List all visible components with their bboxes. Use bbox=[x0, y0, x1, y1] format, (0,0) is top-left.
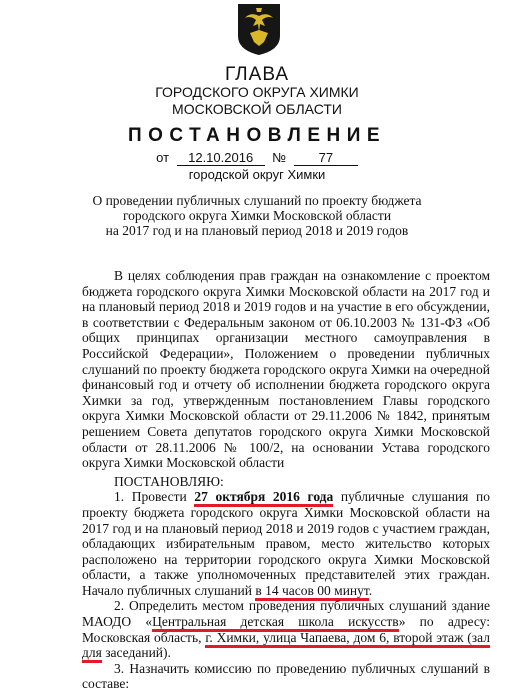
item-1-text: публичные слушания по проекту бюджета городского округа Химки Московской области на 2017 год и на плановый период 2018 и 2019 годов с участием граждан, обладающих избирательным правом, место жительство которых расположено на территории городского округа Химки Московской области, а также уполномоченных представителей этих граждан. Начало публичных слушаний bbox=[82, 489, 490, 598]
item-1-prefix: 1. Провести bbox=[114, 489, 195, 505]
hearing-date-highlight: 27 октября 2016 года bbox=[194, 489, 333, 507]
subject-line-1: О проведении публичных слушаний по проекту бюджета bbox=[92, 193, 422, 208]
header-line-1: ГОРОДСКОГО ОКРУГА ХИМКИ bbox=[155, 84, 359, 100]
item-2-end: заседаний). bbox=[101, 645, 171, 661]
item-3-paragraph: 3. Назначить комиссию по проведению публичных слушаний в составе: bbox=[82, 660, 490, 692]
khimki-coat-of-arms-icon bbox=[236, 2, 282, 56]
document-subject bbox=[0, 193, 514, 238]
document-body bbox=[82, 268, 490, 692]
document-type-title: ПОСТАНОВЛЕНИЕ bbox=[127, 125, 387, 146]
document-number: 77 bbox=[294, 151, 358, 166]
hearing-time-highlight: в 14 часов 00 минут bbox=[255, 583, 368, 601]
header-title: ГЛАВА bbox=[224, 64, 290, 85]
subject-line-2: городского округа Химки Московской области bbox=[122, 208, 392, 223]
item-1-paragraph bbox=[82, 489, 490, 598]
date-number-line bbox=[0, 150, 514, 166]
header-line-2: МОСКОВСКОЙ ОБЛАСТИ bbox=[172, 101, 342, 117]
item-2-middle: » по адресу: Московская область, bbox=[82, 614, 490, 645]
document-city: городской округ Химки bbox=[188, 167, 326, 182]
venue-address-highlight: г. Химки, улица Чапаева, дом 6, второй этаж (зал для bbox=[82, 630, 490, 664]
date-prefix: от bbox=[156, 150, 170, 165]
subject-line-3: на 2017 год и на плановый период 2018 и 2019 годов bbox=[105, 223, 409, 238]
item-2-prefix: 2. Определить местом проведения публичных слушаний здание МАОДО « bbox=[82, 598, 490, 630]
postanovlyayu-label: ПОСТАНОВЛЯЮ: bbox=[114, 473, 224, 489]
preamble-paragraph: В целях соблюдения прав граждан на ознакомление с проектом бюджета городского округа Химки Московской области на 2017 год и на плановый период 2018 и 2019 годов и на участие в его обсуждении, в соответствии с Федеральным законом от 06.10.2003 № 131-ФЗ «Об общих принципах организации местного самоуправления в Российской Федерации», Положением о проведении публичных слушаний по проекту бюджета городского округа Химки на очередной финансовый год и отчету об исполнении бюджета городского округа Химки за год, утвержденным постановлением Главы городского округа Химки Московской области от 29.11.2006 № 1842, принятым решением Совета депутатов городского округа Химки Московской области от 28.11.2006 № 100/2, на основании Устава городского округа Химки Московской области bbox=[82, 268, 490, 471]
document-date: 12.10.2016 bbox=[177, 151, 265, 166]
venue-school-highlight: Центральная детская школа искусств bbox=[152, 614, 399, 632]
number-prefix: № bbox=[272, 150, 287, 165]
item-1-end: . bbox=[368, 582, 373, 598]
